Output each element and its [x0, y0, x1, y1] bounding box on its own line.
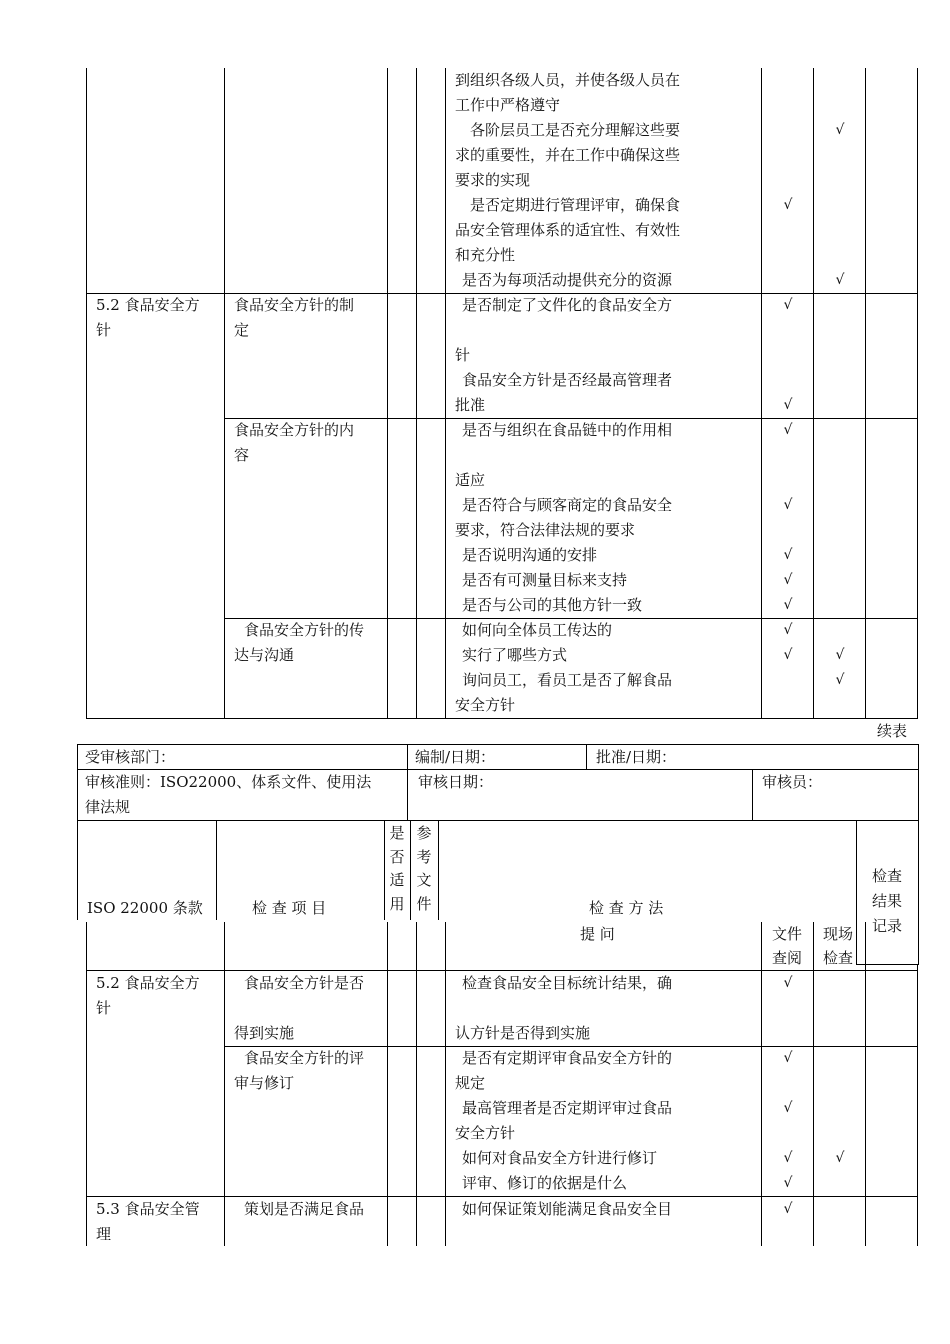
method-text: 要求的实现	[455, 171, 531, 189]
clause-text: 5.2 食品安全方	[96, 974, 200, 992]
auditor-label: 审核员：	[762, 773, 823, 791]
clause-text: 针	[96, 321, 112, 339]
doc-review-check-mark: √	[783, 622, 793, 638]
method-text: 是否有可测量目标来支持	[462, 571, 628, 589]
check-item-text: 容	[234, 446, 250, 464]
col-clause-header: ISO 22000 条款	[87, 899, 203, 917]
clause-text: 5.2 食品安全方	[96, 296, 200, 314]
method-text: 是否与公司的其他方针一致	[462, 596, 643, 614]
method-text: 检查食品安全目标统计结果，确	[462, 974, 673, 992]
doc-review-check-mark: √	[783, 647, 793, 663]
doc-review-check-mark: √	[783, 1100, 793, 1116]
doc-review-check-mark: √	[783, 1050, 793, 1066]
method-text: 规定	[455, 1074, 486, 1092]
site-check-mark: √	[835, 272, 845, 288]
col-doc-review-header: 文件	[772, 925, 803, 943]
clause-text: 5.3 食品安全管	[96, 1200, 200, 1218]
check-item-text: 食品安全方针的评	[244, 1049, 365, 1067]
check-item-text: 食品安全方针的制	[234, 296, 355, 314]
doc-review-check-mark: √	[783, 497, 793, 513]
doc-review-check-mark: √	[783, 422, 793, 438]
method-text: 认方针是否得到实施	[455, 1024, 591, 1042]
method-text: 安全方针	[455, 1124, 516, 1142]
check-item-text: 审与修订	[234, 1074, 295, 1092]
method-text: 是否定期进行管理评审，确保食	[470, 196, 681, 214]
col-reference-header: 参考文件	[416, 824, 432, 913]
site-check-mark: √	[835, 647, 845, 663]
col-method-header: 检 查 方 法	[589, 899, 664, 917]
criteria-label: 审核准则：ISO22000、体系文件、使用法	[85, 773, 372, 791]
method-text: 如何向全体员工传达的	[462, 621, 613, 639]
doc-review-check-mark: √	[783, 297, 793, 313]
continued-label: 续表	[877, 722, 908, 740]
col-doc-review-header: 查阅	[772, 949, 803, 967]
method-text: 评审、修订的依据是什么	[462, 1174, 628, 1192]
method-text: 针	[455, 346, 471, 364]
site-check-mark: √	[835, 1150, 845, 1166]
method-text: 批准	[455, 396, 486, 414]
check-item-text: 食品安全方针的传	[244, 621, 365, 639]
method-text: 如何对食品安全方针进行修订	[462, 1149, 658, 1167]
col-applicable-header: 是否适用	[389, 824, 405, 913]
method-text: 品安全管理体系的适宜性、有效性	[455, 221, 681, 239]
method-text: 要求，符合法律法规的要求	[455, 521, 636, 539]
site-check-mark: √	[835, 672, 845, 688]
check-item-text: 策划是否满足食品	[244, 1200, 365, 1218]
audit-date-label: 审核日期：	[418, 773, 494, 791]
method-text: 如何保证策划能满足食品安全目	[462, 1200, 673, 1218]
method-text: 和充分性	[455, 246, 516, 264]
method-text: 是否制定了文件化的食品安全方	[462, 296, 673, 314]
clause-text: 理	[96, 1225, 112, 1243]
check-item-text: 定	[234, 321, 250, 339]
doc-review-check-mark: √	[783, 397, 793, 413]
method-text: 是否与组织在食品链中的作用相	[462, 421, 673, 439]
method-text: 到组织各级人员，并使各级人员在	[455, 71, 681, 89]
prepared-label: 编制/日期：	[415, 748, 496, 766]
col-site-check-header: 检查	[823, 949, 854, 967]
doc-review-check-mark: √	[783, 1201, 793, 1217]
col-result-header: 结果	[872, 892, 903, 910]
method-text: 是否说明沟通的安排	[462, 546, 598, 564]
col-result-header: 检查	[872, 867, 903, 885]
col-item-header: 检 查 项 目	[252, 899, 327, 917]
doc-review-check-mark: √	[783, 547, 793, 563]
col-result-header: 记录	[872, 917, 903, 935]
doc-review-check-mark: √	[783, 975, 793, 991]
clause-text: 针	[96, 999, 112, 1017]
col-question-header: 提 问	[580, 925, 615, 943]
method-text: 求的重要性，并在工作中确保这些	[455, 146, 681, 164]
doc-review-check-mark: √	[783, 1175, 793, 1191]
criteria-label: 律法规	[85, 798, 131, 816]
method-text: 食品安全方针是否经最高管理者	[462, 371, 673, 389]
method-text: 最高管理者是否定期评审过食品	[462, 1099, 673, 1117]
col-site-check-header: 现场	[823, 925, 854, 943]
method-text: 工作中严格遵守	[455, 96, 561, 114]
method-text: 是否为每项活动提供充分的资源	[462, 271, 673, 289]
method-text: 是否有定期评审食品安全方针的	[462, 1049, 673, 1067]
method-text: 各阶层员工是否充分理解这些要	[470, 121, 681, 139]
check-item-text: 达与沟通	[234, 646, 295, 664]
method-text: 实行了哪些方式	[462, 646, 568, 664]
dept-label: 受审核部门：	[85, 748, 176, 766]
check-item-text: 得到实施	[234, 1024, 295, 1042]
site-check-mark: √	[835, 122, 845, 138]
doc-review-check-mark: √	[783, 597, 793, 613]
doc-review-check-mark: √	[783, 197, 793, 213]
doc-review-check-mark: √	[783, 1150, 793, 1166]
check-item-text: 食品安全方针的内	[234, 421, 355, 439]
doc-review-check-mark: √	[783, 572, 793, 588]
method-text: 询问员工，看员工是否了解食品	[462, 671, 673, 689]
method-text: 适应	[455, 471, 486, 489]
check-item-text: 食品安全方针是否	[244, 974, 365, 992]
approved-label: 批准/日期：	[596, 748, 677, 766]
method-text: 安全方针	[455, 696, 516, 714]
method-text: 是否符合与顾客商定的食品安全	[462, 496, 673, 514]
